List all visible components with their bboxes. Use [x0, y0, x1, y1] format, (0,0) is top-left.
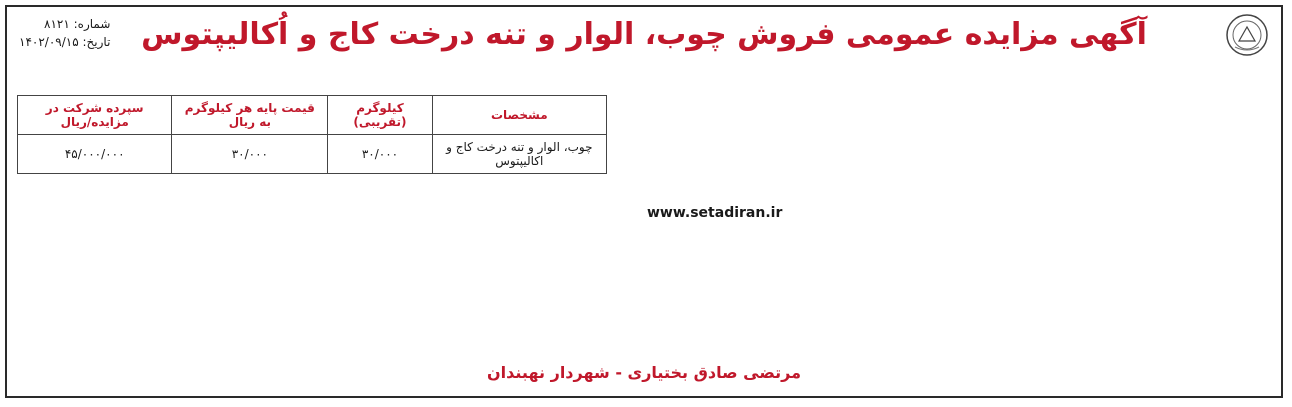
notice-date-label: تاریخ:	[82, 35, 111, 49]
items-table-header-row	[18, 96, 607, 135]
items-col-deposit: سپرده شرکت در مزایده/ریال	[18, 96, 172, 135]
signature: مرتضی صادق بختیاری - شهردار نهبندان	[487, 363, 801, 382]
items-col-spec: مشخصات	[432, 96, 606, 135]
items-cell-price: ۳۰/۰۰۰	[172, 135, 328, 174]
items-cell-spec: چوب، الوار و تنه درخت کاج و اکالیپتوس	[432, 135, 606, 174]
notice-header	[7, 7, 1281, 65]
notice-number-label: شماره:	[73, 17, 111, 31]
items-cell-deposit: ۴۵/۰۰۰/۰۰۰	[18, 135, 172, 174]
items-cell-kg: ۳۰/۰۰۰	[328, 135, 432, 174]
notice-number-value: ۸۱۲۱	[44, 17, 70, 31]
table-row	[18, 135, 607, 174]
notice-date	[19, 33, 110, 51]
notice-date-value: ۱۴۰۲/۰۹/۱۵	[19, 35, 79, 49]
notice-number	[19, 15, 110, 33]
items-table	[17, 95, 607, 174]
notice-meta	[19, 15, 110, 51]
website-link[interactable]: www.setadiran.ir	[647, 205, 783, 221]
notice-frame	[5, 5, 1283, 398]
items-col-price: قیمت پایه هر کیلوگرم به ریال	[172, 96, 328, 135]
items-col-kg: کیلوگرم (تقریبی)	[328, 96, 432, 135]
notice-title: آگهی مزایده عمومی فروش چوب، الوار و تنه درخت کاج و اُکالیپتوس	[141, 17, 1147, 52]
